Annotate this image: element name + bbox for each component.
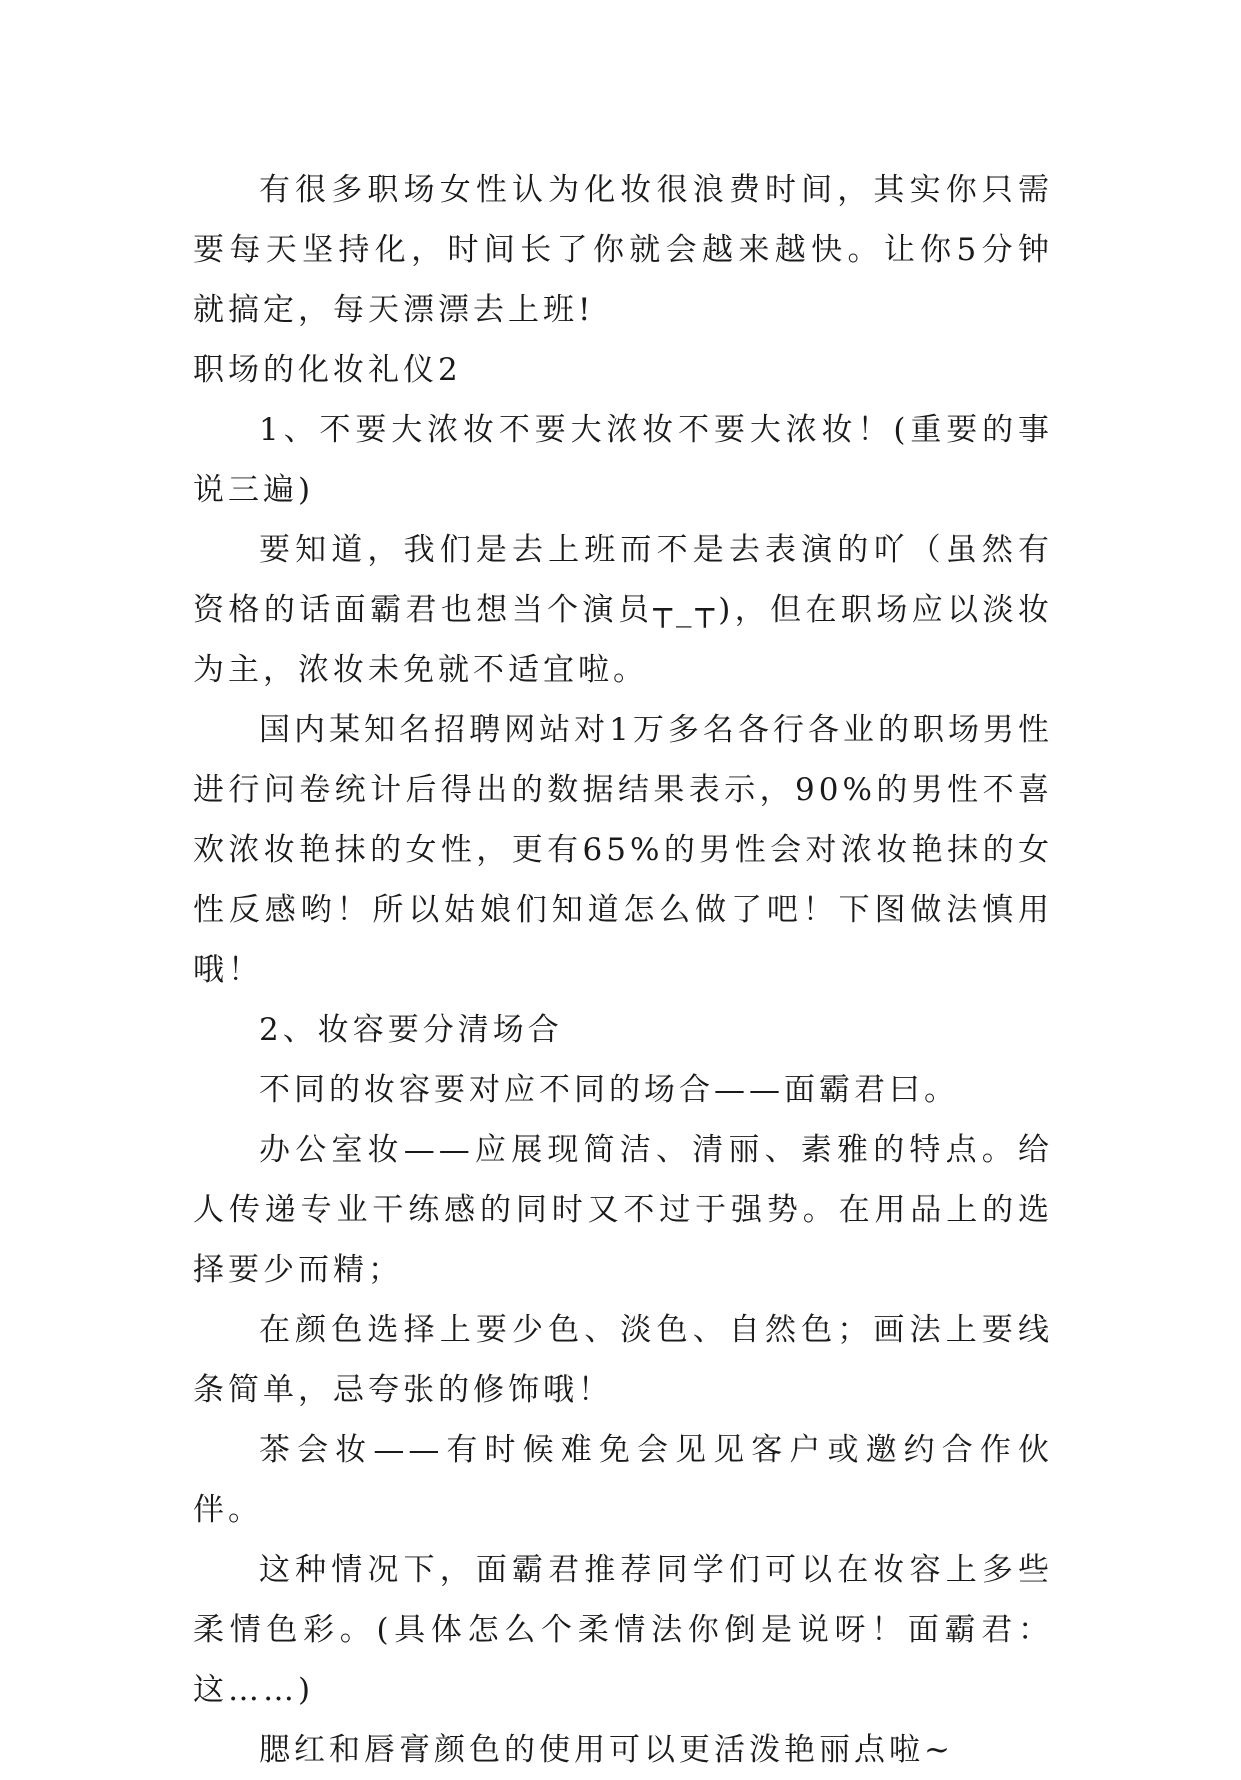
- paragraph: 要知道，我们是去上班而不是去表演的吖（虽然有资格的话面霸君也想当个演员┬_┬)，但在职场应以淡妆为主，浓妆未免就不适宜啦。: [193, 532, 1053, 688]
- paragraph: 茶会妆——有时候难免会见见客户或邀约合作伙伴。: [193, 1432, 1053, 1528]
- paragraph: 在颜色选择上要少色、淡色、自然色；画法上要线条简单，忌夸张的修饰哦！: [193, 1312, 1053, 1408]
- section-heading: 职场的化妆礼仪2: [193, 352, 462, 388]
- paragraph: 这种情况下，面霸君推荐同学们可以在妆容上多些柔情色彩。(具体怎么个柔情法你倒是说呀！面霸君：这……): [193, 1552, 1053, 1708]
- paragraph: 国内某知名招聘网站对1万多名各行各业的职场男性进行问卷统计后得出的数据结果表示，90%的男性不喜欢浓妆艳抹的女性，更有65%的男性会对浓妆艳抹的女性反感哟！所以姑娘们知道怎么做了吧！下图做法慎用哦！: [193, 712, 1053, 988]
- document-page: [193, 160, 1053, 1780]
- paragraph: 腮红和唇膏颜色的使用可以更活泼艳丽点啦~: [259, 1732, 954, 1768]
- paragraph: 有很多职场女性认为化妆很浪费时间，其实你只需要每天坚持化，时间长了你就会越来越快。让你5分钟就搞定，每天漂漂去上班!: [193, 172, 1053, 328]
- paragraph: 2、妆容要分清场合: [259, 1012, 563, 1048]
- paragraph: 1、不要大浓妆不要大浓妆不要大浓妆！(重要的事说三遍): [193, 412, 1053, 508]
- paragraph: 不同的妆容要对应不同的场合——面霸君曰。: [259, 1072, 959, 1108]
- paragraph: 办公室妆——应展现简洁、清丽、素雅的特点。给人传递专业干练感的同时又不过于强势。在用品上的选择要少而精；: [193, 1132, 1053, 1288]
